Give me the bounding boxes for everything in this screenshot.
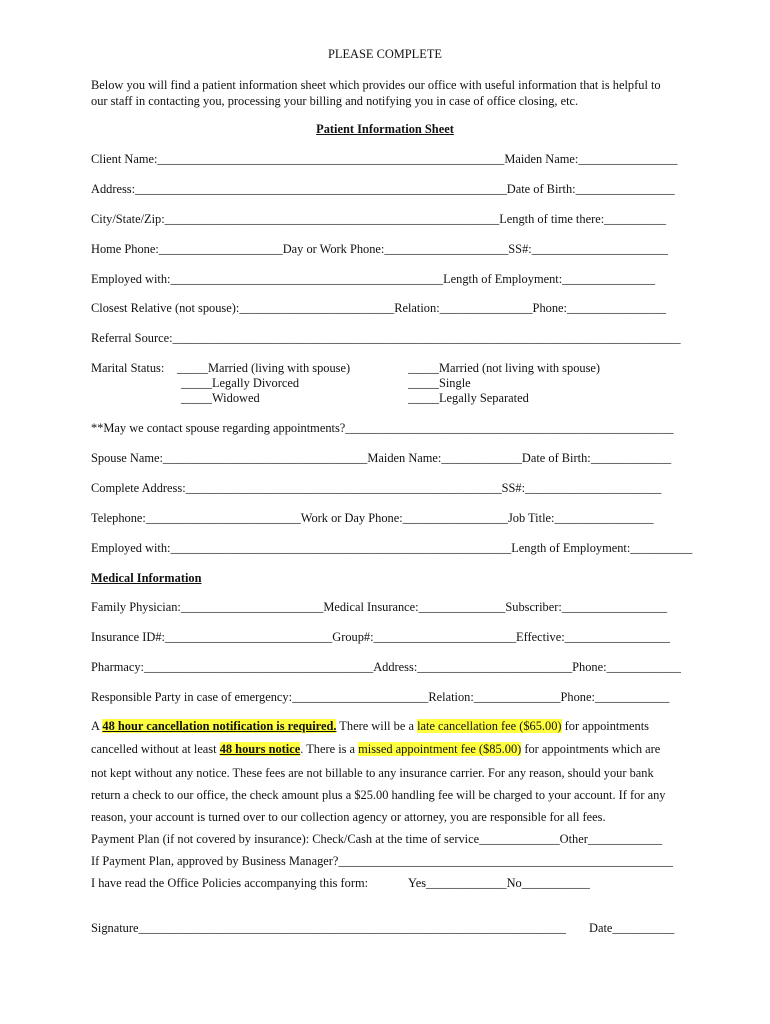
read-policies-label: I have read the Office Policies accompanying this form: [91, 876, 369, 890]
closest-relative-field[interactable]: Closest Relative (not spouse):_________________________Relation:_______________Phone:________________ [91, 301, 667, 315]
complete-address-field[interactable]: Complete Address:___________________________________________________SS#:______________________ [91, 481, 662, 495]
phone-fields[interactable]: Home Phone:____________________Day or Work Phone:____________________SS#:______________________ [91, 242, 668, 256]
spouse-employed-field[interactable]: Employed with:_______________________________________________________Length of Employment:__________ [91, 541, 693, 555]
policy-line-3: not kept without any notice. These fees are not billable to any insurance carrier. For any reason, should your bank [91, 766, 654, 780]
policy-line-5: reason, your account is turned over to our collection agency or attorney, you are responsible for all fees. [91, 810, 606, 824]
policy-text: for appointments [561, 719, 649, 733]
policy-line-2 [91, 742, 660, 757]
marital-option-widowed[interactable]: _____Widowed [181, 391, 260, 405]
marital-option-divorced[interactable]: _____Legally Divorced [181, 376, 300, 390]
intro-line-1: Below you will find a patient information sheet which provides our office with useful information that is helpful to [91, 78, 661, 92]
pharmacy-field[interactable]: Pharmacy:_____________________________________Address:_________________________Phone:____________ [91, 660, 681, 674]
contact-spouse-field[interactable]: **May we contact spouse regarding appointments?_____________________________________________________ [91, 421, 674, 435]
referral-source-field[interactable]: Referral Source:__________________________________________________________________________________ [91, 331, 681, 345]
sheet-title: Patient Information Sheet [316, 122, 454, 136]
spouse-name-field[interactable]: Spouse Name:_________________________________Maiden Name:_____________Date of Birth:_____________ [91, 451, 672, 465]
intro-line-2: our staff in contacting you, processing your billing and notifying you in case of office closing, etc. [91, 94, 579, 108]
responsible-party-field[interactable]: Responsible Party in case of emergency:______________________Relation:______________Phone:____________ [91, 690, 670, 704]
address-field[interactable]: Address:____________________________________________________________Date of Birth:________________ [91, 182, 675, 196]
marital-option-separated[interactable]: _____Legally Separated [408, 391, 529, 405]
late-fee-highlight: late cancellation fee ($65.00) [417, 719, 562, 733]
family-physician-field[interactable]: Family Physician:_______________________Medical Insurance:______________Subscriber:_________________ [91, 600, 668, 614]
policy-text: for appointments which are [521, 742, 661, 756]
medical-information-heading: Medical Information [91, 571, 202, 585]
payment-approval-field[interactable]: If Payment Plan, approved by Business Manager?______________________________________________________ [91, 854, 673, 868]
insurance-id-field[interactable]: Insurance ID#:___________________________Group#:_______________________Effective:_________________ [91, 630, 670, 644]
spouse-telephone-field[interactable]: Telephone:_________________________Work or Day Phone:_________________Job Title:________________ [91, 511, 654, 525]
policy-text: cancelled without at least [91, 742, 220, 756]
policy-line-4: return a check to our office, the check amount plus a $25.00 handling fee will be charged to your account. If for any [91, 788, 666, 802]
page-title: PLEASE COMPLETE [328, 47, 442, 61]
payment-plan-field[interactable]: Payment Plan (if not covered by insurance): Check/Cash at the time of service_____________Other____________ [91, 832, 663, 846]
date-field[interactable]: Date__________ [589, 921, 675, 935]
marital-option-married-not-living[interactable]: _____Married (not living with spouse) [408, 361, 601, 375]
policy-line-1 [91, 719, 649, 734]
missed-fee-highlight: missed appointment fee ($85.00) [358, 742, 522, 756]
policy-text: A [91, 719, 103, 733]
signature-field[interactable]: Signature_____________________________________________________________________ [91, 921, 566, 935]
cancellation-notice-highlight: 48 hour cancellation notification is required. [102, 719, 337, 733]
city-state-zip-field[interactable]: City/State/Zip:______________________________________________________Length of time there:__________ [91, 212, 667, 226]
marital-option-married-living[interactable]: _____Married (living with spouse) [177, 361, 351, 375]
policy-text: There will be a [336, 719, 418, 733]
employed-with-field[interactable]: Employed with:____________________________________________Length of Employment:_______________ [91, 272, 656, 286]
marital-option-single[interactable]: _____Single [408, 376, 471, 390]
read-policies-yes-no[interactable]: Yes_____________No___________ [408, 876, 590, 890]
policy-text: . There is a [300, 742, 359, 756]
marital-status-label: Marital Status: [91, 361, 165, 375]
hours-notice-highlight: 48 hours notice [219, 742, 301, 756]
client-name-field[interactable]: Client Name:________________________________________________________Maiden Name:________________ [91, 152, 678, 166]
